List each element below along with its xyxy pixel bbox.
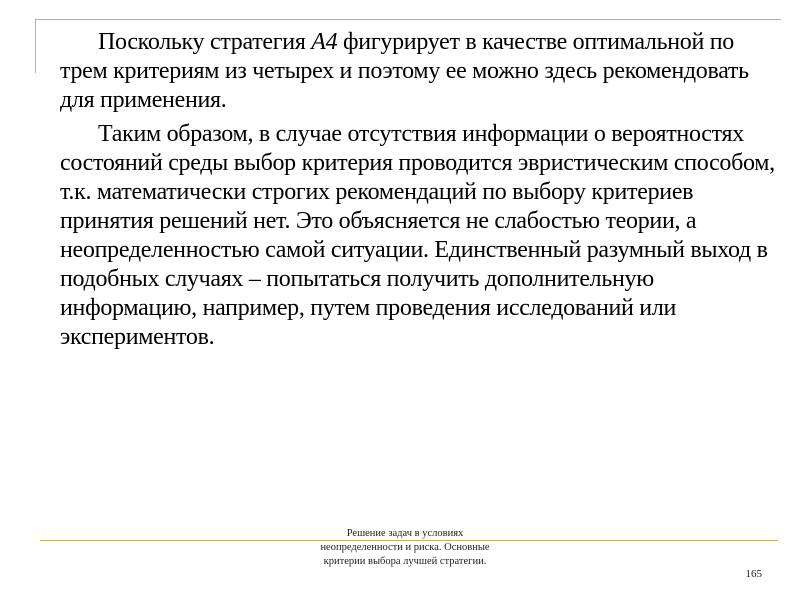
paragraph-1 — [60, 28, 775, 115]
footer-title — [270, 527, 540, 569]
paragraph-1-start: Поскольку стратегия — [98, 29, 312, 55]
paragraph-1-end: фигурирует в качестве оптимальной по трем критериям из четырех и поэтому ее можно здесь рекомендовать для применения. — [60, 29, 749, 113]
footer-title-line: Решение задач в условиях — [346, 528, 464, 539]
slide-body — [60, 28, 775, 357]
page-number: 165 — [745, 568, 762, 580]
footer-title-line: критерии выбора лучшей стратегии. — [323, 556, 487, 567]
strategy-name: A4 — [311, 29, 338, 55]
top-decorative-rule — [35, 19, 781, 20]
footer-title-line: неопределенности и риска. Основные — [320, 542, 490, 553]
left-decorative-rule — [35, 19, 36, 73]
paragraph-2: Таким образом, в случае отсутствия информации о вероятностях состояний среды выбор критерия проводится эвристическим способом, т.к. математически строгих рекомендаций по выбору критериев принятия решений нет. Это объясняется не слабостью теории, а неопределенностью самой ситуации. Единственный разумный выход в подобных случаях – попытаться получить дополнительную информацию, например, путем проведения исследований или экспериментов. — [60, 121, 775, 350]
